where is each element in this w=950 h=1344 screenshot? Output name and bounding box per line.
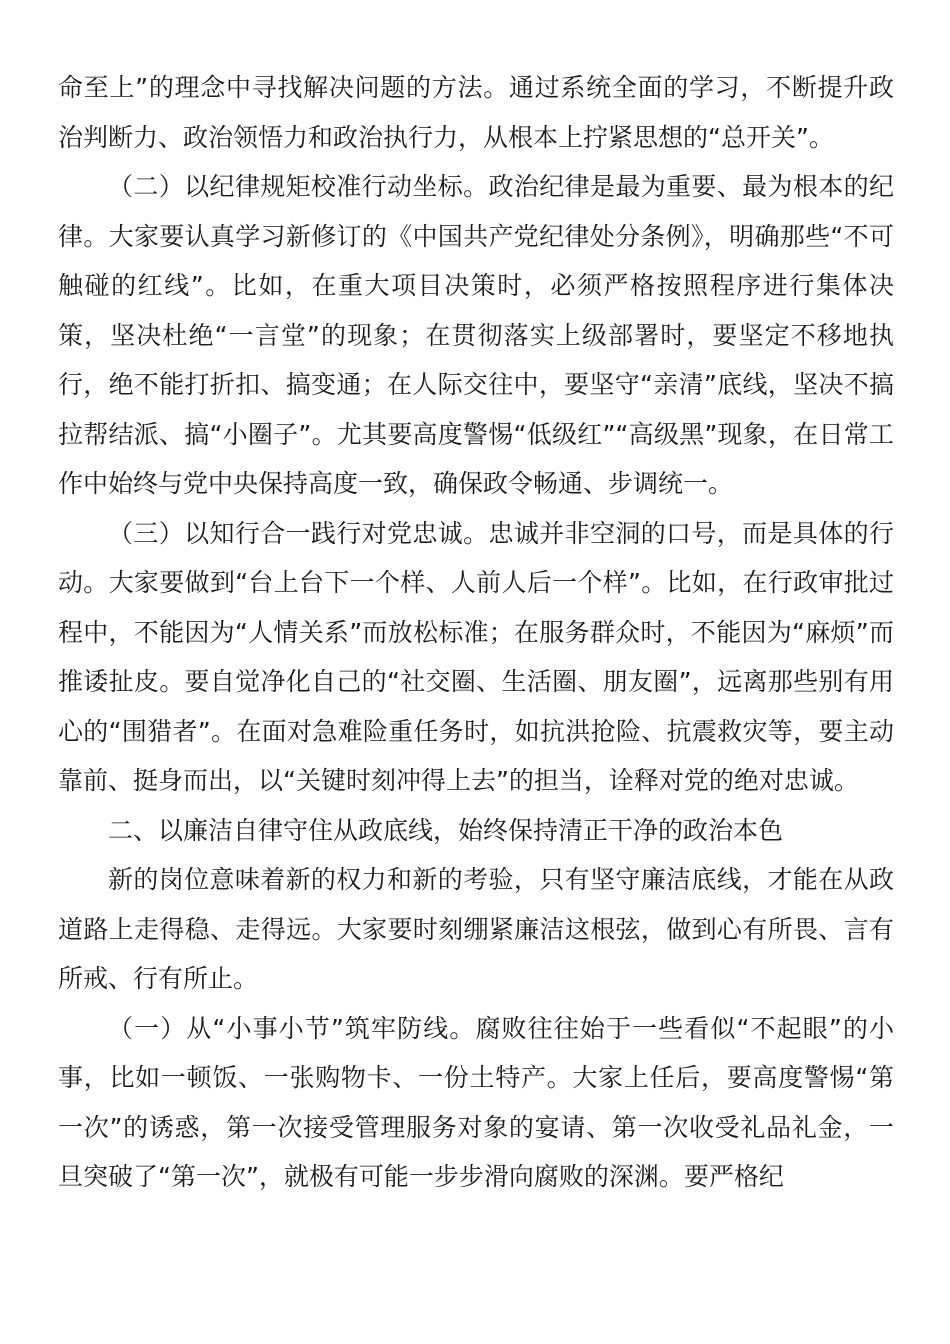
paragraph: 命至上”的理念中寻找解决问题的方法。通过系统全面的学习，不断提升政治判断力、政治领悟力和政治执行力，从根本上拧紧思想的“总开关”。 bbox=[58, 73, 894, 152]
paragraph: 新的岗位意味着新的权力和新的考验，只有坚守廉洁底线，才能在从政道路上走得稳、走得远。大家要时刻绷紧廉洁这根弦，做到心有所畏、言有所戒、行有所止。 bbox=[58, 865, 894, 993]
document-page bbox=[58, 63, 894, 1202]
paragraph: （一）从“小事小节”筑牢防线。腐败往往始于一些看似“不起眼”的小事，比如一顿饭、一张购物卡、一份土特产。大家上任后，要高度警惕“第一次”的诱惑，第一次接受管理服务对象的宴请、第一次收受礼品礼金，一旦突破了“第一次”，就极有可能一步步滑向腐败的深渊。要严格纪 bbox=[58, 1013, 894, 1191]
paragraph: （二）以纪律规矩校准行动坐标。政治纪律是最为重要、最为根本的纪律。大家要认真学习新修订的《中国共产党纪律处分条例》，明确那些“不可触碰的红线”。比如，在重大项目决策时，必须严格按照程序进行集体决策，坚决杜绝“一言堂”的现象；在贯彻落实上级部署时，要坚定不移地执行，绝不能打折扣、搞变通；在人际交往中，要坚守“亲清”底线，坚决不搞拉帮结派、搞“小圈子”。尤其要高度警惕“低级红”“高级黑”现象，在日常工作中始终与党中央保持高度一致，确保政令畅通、步调统一。 bbox=[58, 172, 894, 498]
section-heading: 二、以廉洁自律守住从政底线，始终保持清正干净的政治本色 bbox=[108, 815, 784, 845]
paragraph: （三）以知行合一践行对党忠诚。忠诚并非空洞的口号，而是具体的行动。大家要做到“台上台下一个样、人前人后一个样”。比如，在行政审批过程中，不能因为“人情关系”而放松标准；在服务群众时，不能因为“麻烦”而推诿扯皮。要自觉净化自己的“社交圈、生活圈、朋友圈”，远离那些别有用心的“围猎者”。在面对急难险重任务时，如抗洪抢险、抗震救灾等，要主动靠前、挺身而出，以“关键时刻冲得上去”的担当，诠释对党的绝对忠诚。 bbox=[58, 518, 895, 795]
